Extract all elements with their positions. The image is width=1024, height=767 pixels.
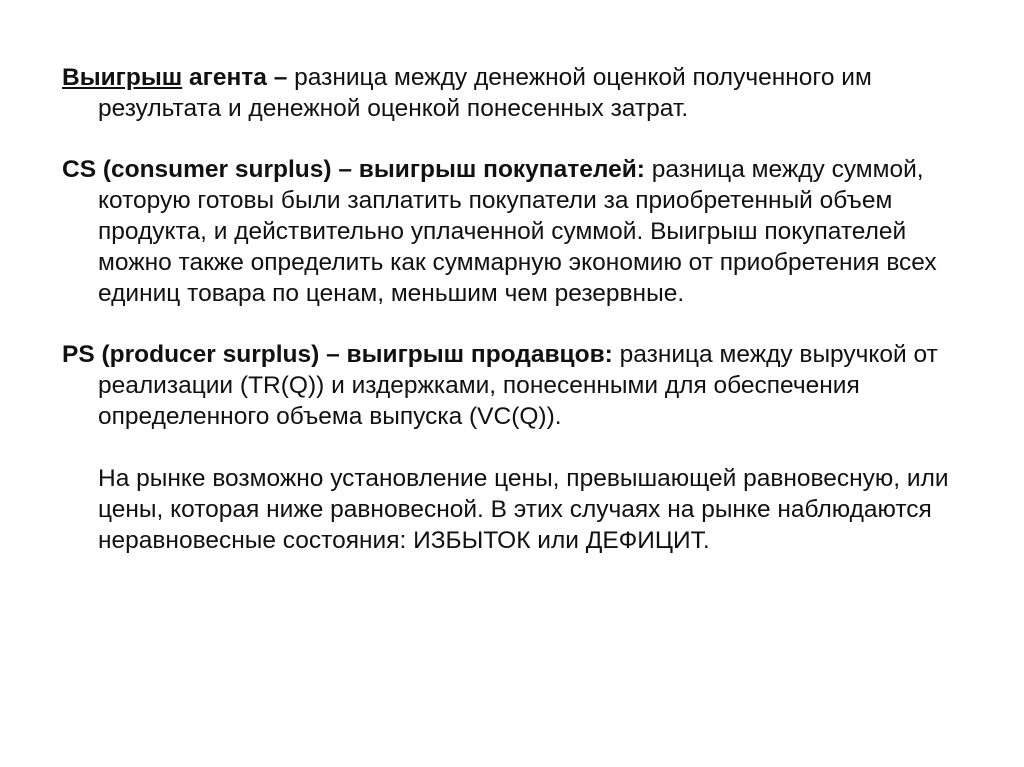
definition-producer-surplus-text: разница между выручкой от реализации (TR(Q)) и издержками, понесенными для обеспечения определенного объема выпуска (VC(Q)). — [98, 341, 938, 430]
definition-producer-surplus — [62, 339, 962, 432]
term-agent-surplus-keyword: Выигрыш — [62, 64, 183, 91]
term-producer-surplus: PS (producer surplus) – выигрыш продавцов: — [62, 341, 613, 368]
term-consumer-surplus: CS (consumer surplus) – выигрыш покупателей: — [62, 156, 645, 183]
definition-agent-surplus — [62, 62, 962, 124]
term-agent-surplus-rest: агента – — [182, 64, 288, 91]
definition-consumer-surplus-text: разница между суммой, которую готовы были заплатить покупатели за приобретенный объем продукта, и действительно уплаченной суммой. Выигрыш покупателей можно также определить как суммарную экономию от приобретения всех единиц товара по ценам, меньшим чем резервные. — [98, 156, 937, 307]
definition-agent-surplus-text: разница между денежной оценкой полученного им результата и денежной оценкой понесенных затрат. — [98, 64, 872, 122]
slide-body — [62, 62, 962, 556]
definition-consumer-surplus — [62, 154, 962, 309]
market-disequilibrium-note: На рынке возможно установление цены, превышающей равновесную, или цены, которая ниже равновесной. В этих случаях на рынке наблюдаются неравновесные состояния: ИЗБЫТОК или ДЕФИЦИТ. — [98, 465, 949, 554]
